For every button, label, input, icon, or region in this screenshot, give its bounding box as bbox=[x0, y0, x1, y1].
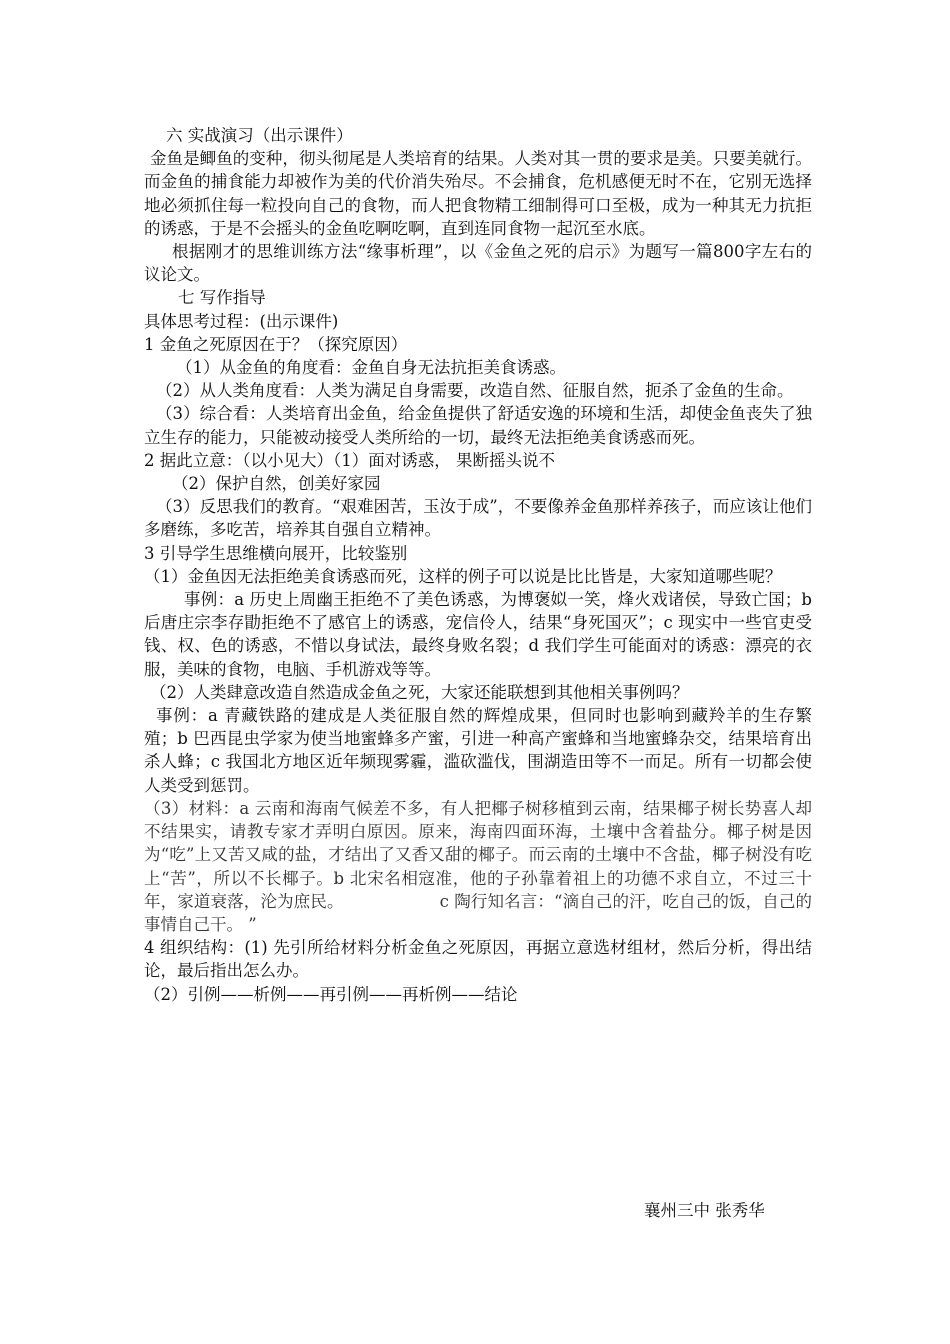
question-1-answer-1: （1）从金鱼的角度看：金鱼自身无法抗拒美食诱惑。 bbox=[176, 358, 566, 378]
question-3-part-1: （1）金鱼因无法拒绝美食诱惑而死，这样的例子可以说是比比皆是，大家知道哪些呢？ bbox=[144, 566, 782, 586]
question-2: 2 据此立意：（以小见大）（1）面对诱惑， 果断摇头说不 bbox=[144, 450, 555, 470]
question-1-answer-3: （3）综合看：人类培育出金鱼，给金鱼提供了舒适安逸的环境和生活，却使金鱼丧失了独立生存的能力，只能被动接受人类所给的一切，最终无法拒绝美食诱惑而死。 bbox=[144, 404, 812, 447]
section-6-title: 六 实战演习（出示课件） bbox=[166, 126, 353, 145]
author-signature: 襄州三中 张秀华 bbox=[644, 1201, 765, 1220]
material-main-text: （3）材料：a 云南和海南气候差不多，有人把椰子树移植到云南，结果椰子树长势喜人却不结果实，请教专家才弄明白原因。原来，海南四面环海，土壤中含着盐分。椰子树是因为“吃”上又苦又咸的盐，才结出了又香又甜的椰子。而云南的土壤中不含盐，椰子树没有吃上“苦”，所以不长椰子。b 北宋名相寇准，他的子孙靠着祖上的功德不求自立，不过三十年，家道衰落，沦为庶民。 bbox=[144, 798, 812, 911]
document-body bbox=[144, 124, 812, 1006]
question-3-part-2-examples: 事例：a 青藏铁路的建成是人类征服自然的辉煌成果，但同时也影响到藏羚羊的生存繁殖；b 巴西昆虫学家为使当地蜜蜂多产蜜，引进一种高产蜜蜂和当地蜜蜂杂交，结果培育出杀人蜂；c 我国北方地区近年频现雾霾，滥砍滥伐，围湖造田等不一而足。所有一切都会使人类受到惩罚。 bbox=[144, 706, 812, 795]
question-2-answer-2: （2）保护自然，创美好家园 bbox=[172, 474, 381, 494]
question-1: 1 金鱼之死原因在于？（探究原因） bbox=[144, 334, 408, 354]
section-7-title: 七 写作指导 bbox=[178, 288, 266, 308]
question-3-part-3-material bbox=[144, 797, 812, 936]
writing-task-paragraph: 根据刚才的思维训练方法“缘事析理”，以《金鱼之死的启示》为题写一篇800字左右的议论文。 bbox=[144, 242, 812, 285]
question-3-part-2: （2）人类肆意改造自然造成金鱼之死，大家还能联想到其他相关事例吗？ bbox=[150, 682, 689, 702]
goldfish-material-paragraph: 金鱼是鲫鱼的变种，彻头彻尾是人类培育的结果。人类对其一贯的要求是美。只要美就行。而金鱼的捕食能力却被作为美的代价消失殆尽。不会捕食，危机感便无时不在，它别无选择地必须抓住每一粒投向自己的食物，而人把食物精工细制得可口至极，成为一种其无力抗拒的诱惑，于是不会摇头的金鱼吃啊吃啊，直到连同食物一起沉至水底。 bbox=[144, 149, 812, 238]
thinking-process-title: 具体思考过程：(出示课件) bbox=[144, 311, 339, 331]
question-1-answer-2: （2）从人类角度看：人类为满足自身需要，改造自然、征服自然，扼杀了金鱼的生命。 bbox=[156, 381, 794, 401]
question-2-answer-3: （3）反思我们的教育。“艰难困苦，玉汝于成”，不要像养金鱼那样养孩子，而应该让他们多磨练，多吃苦，培养其自强自立精神。 bbox=[144, 497, 812, 540]
question-3: 3 引导学生思维横向展开，比较鉴别 bbox=[144, 543, 408, 563]
question-4: 4 组织结构：(1) 先引所给材料分析金鱼之死原因，再据立意选材组材，然后分析，得出结论，最后指出怎么办。 bbox=[144, 938, 812, 981]
question-3-part-1-examples: 事例：a 历史上周幽王拒绝不了美色诱惑，为博褒姒一笑，烽火戏诸侯，导致亡国；b 后唐庄宗李存勖拒绝不了感官上的诱惑，宠信伶人，结果“身死国灭”；c 现实中一些官吏受钱、权、色的诱惑，不惜以身试法，最终身败名裂；d 我们学生可能面对的诱惑：漂亮的衣服，美味的食物，电脑、手机游戏等等。 bbox=[144, 590, 812, 679]
material-quote: c 陶行知名言：“滴自己的汗，吃自己的饭，自己的事情自己干。 ” bbox=[144, 891, 813, 934]
question-4-answer-2: （2）引例——析例——再引例——再析例——结论 bbox=[144, 984, 518, 1004]
